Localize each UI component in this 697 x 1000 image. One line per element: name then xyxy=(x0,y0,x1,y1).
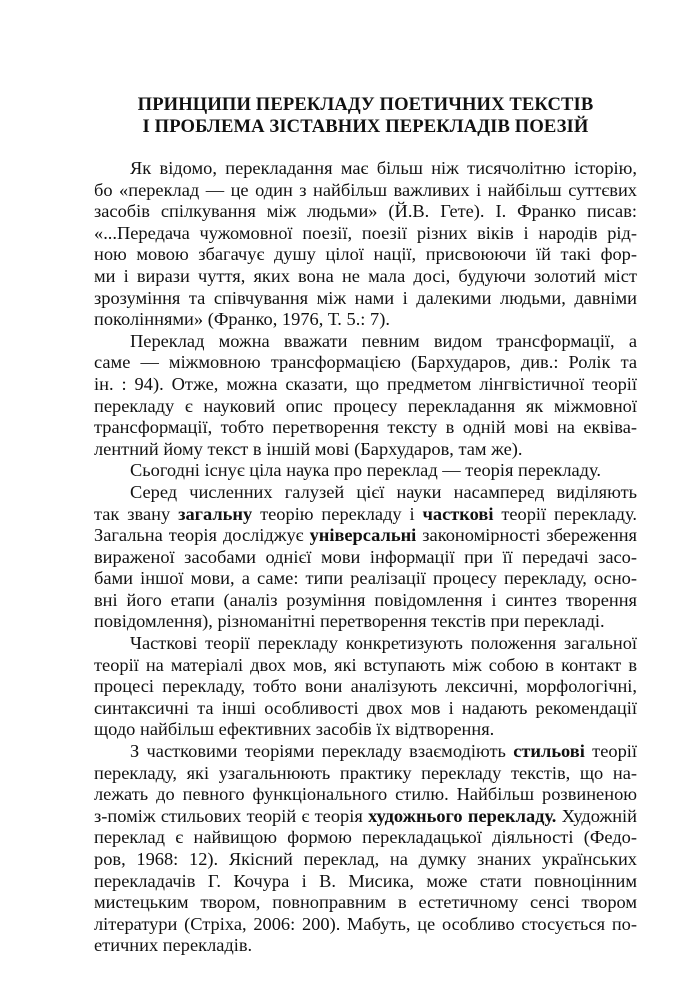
text-line: синтаксичні та інші особливості двох мов і надають рекомендації xyxy=(94,697,637,718)
text-line: саме — міжмовною трансформацією (Бархударов, див.: Ролік та xyxy=(94,352,637,373)
text-run: теорії xyxy=(584,741,637,762)
paragraph xyxy=(94,460,637,482)
text-line: переклад є найвищою формою перекладацької діяльності (Федо- xyxy=(94,827,637,848)
text-line: Як відомо, перекладання має більш ніж тисячолітню історію, xyxy=(130,158,637,178)
text-line: перекладу, які узагальнюють практику перекладу текстів, що на- xyxy=(94,762,637,783)
text-line: бами іншої мови, а саме: типи реалізації процесу перекладу, осно- xyxy=(94,568,637,589)
text-line: бо «переклад — це один з найбільш важливих і найбільш суттєвих xyxy=(94,179,637,200)
text-line: ров, 1968: 12). Якісний переклад, на думку знаних українських xyxy=(94,849,637,869)
text-line: мистецьким твором, повноправним в естетичному сенсі твором xyxy=(94,892,637,913)
title-line-2: І ПРОБЛЕМА ЗІСТАВНИХ ПЕРЕКЛАДІВ ПОЕЗІЙ xyxy=(142,116,589,137)
text-line: вні його етапи (аналіз розуміння повідомлення і синтез творення xyxy=(94,589,637,610)
text-line: лежать до певного функціонального стилю. Найбільш розвиненою xyxy=(94,784,637,805)
text-line: поколіннями» (Франко, 1976, Т. 5.: 7). xyxy=(94,309,390,330)
paragraph xyxy=(94,633,637,741)
text-line: ін. : 94). Отже, можна сказати, що предметом лінгвістичної теорії xyxy=(94,373,637,394)
bold-term: художнього перекладу. xyxy=(368,805,557,826)
paragraph xyxy=(94,331,637,461)
text-line: перекладу є науковий опис процесу перекладання як міжмовної xyxy=(94,395,637,416)
title-line-1: ПРИНЦИПИ ПЕРЕКЛАДУ ПОЕТИЧНИХ ТЕКСТІВ xyxy=(137,94,594,115)
text-run: так звану xyxy=(94,503,179,524)
paragraph xyxy=(94,482,637,633)
text-line: повідомлення), різноманітні перетворення текстів при перекладі. xyxy=(94,611,605,632)
document-title xyxy=(94,94,637,138)
text-line: трансформації, тобто перетворення тексту в одній мові на еквіва- xyxy=(94,417,637,438)
text-line: Сьогодні існує ціла наука про переклад — теорія перекладу. xyxy=(130,460,601,481)
text-run: теорії перекладу. xyxy=(493,503,637,524)
text-line xyxy=(94,504,637,526)
bold-term: стильові xyxy=(513,741,585,762)
text-line: «...Передача чужомовної поезії, поезії різних віків і народів рід- xyxy=(94,222,637,243)
text-line: зрозуміння та співчування між нами і далекими людьми, давніми xyxy=(94,287,637,308)
text-run: з-поміж стильових теорій є теорія xyxy=(94,805,369,826)
document-page xyxy=(94,94,637,957)
text-line: лентний йому текст в іншій мові (Бархударов, там же). xyxy=(94,438,523,459)
text-run: Загальна теорія досліджує xyxy=(94,525,310,546)
text-line: засобів спілкування між людьми» (Й.В. Гете). І. Франко писав: xyxy=(94,201,637,222)
text-line: щодо найбільш ефективних засобів їх відтворення. xyxy=(94,719,495,740)
document-body xyxy=(94,158,637,957)
bold-term: універсальні xyxy=(309,525,417,546)
text-run: закономірності збереження xyxy=(416,525,637,546)
text-line: теорії на матеріалі двох мов, які вступають між собою в контакт в xyxy=(94,654,637,675)
text-line: Серед численних галузей цієї науки насамперед виділяють xyxy=(130,481,637,502)
paragraph xyxy=(94,741,637,957)
text-line: ми і вирази чуття, яких вона не мала досі, будуючи золотий міст xyxy=(94,265,637,286)
text-line xyxy=(94,525,637,547)
bold-term: загальну xyxy=(178,503,253,524)
text-line: процесі перекладу, тобто вони аналізують лексичні, морфологічні, xyxy=(94,676,637,697)
text-run: теорію перекладу і xyxy=(252,503,423,524)
text-line: літератури (Стріха, 2006: 200). Мабуть, це особливо стосується по- xyxy=(94,913,637,934)
text-run: Художній xyxy=(556,805,637,826)
text-line: Часткові теорії перекладу конкретизують положення загальної xyxy=(130,633,637,654)
text-line xyxy=(94,806,637,828)
text-line: ною мовою збагачує душу цілої нації, присвоюючи їй такі фор- xyxy=(94,244,637,265)
text-run: З частковими теоріями перекладу взаємодіють xyxy=(130,741,514,762)
bold-term: часткові xyxy=(422,503,494,524)
text-line: етичних перекладів. xyxy=(94,935,253,956)
text-line: перекладачів Г. Кочура і В. Мисика, може стати повноцінним xyxy=(94,870,637,891)
paragraph xyxy=(94,158,637,331)
text-line xyxy=(94,741,637,763)
text-line: вираженої засобами однієї мови інформації при її передачі засо- xyxy=(94,546,637,567)
text-line: Переклад можна вважати певним видом трансформації, а xyxy=(130,330,637,351)
